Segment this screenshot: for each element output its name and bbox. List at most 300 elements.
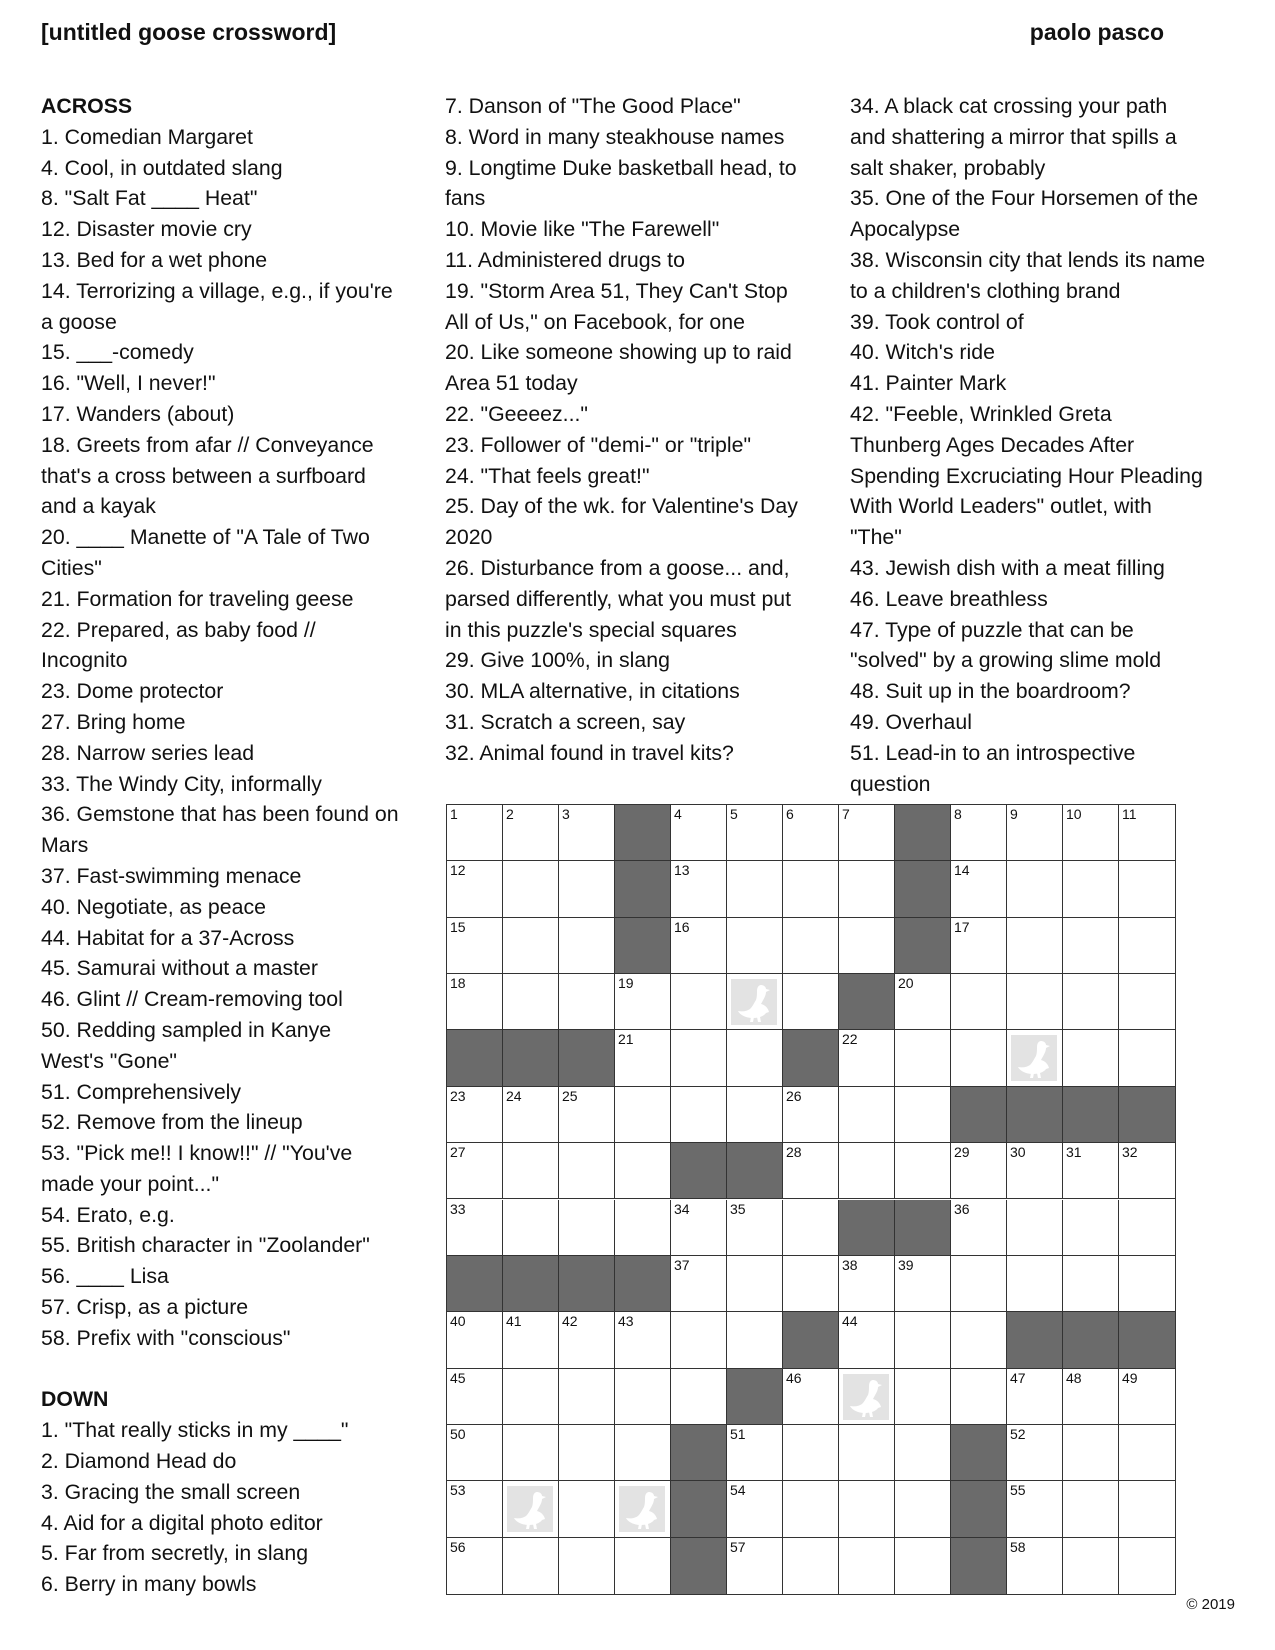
clue-line: 39. Took control of (850, 309, 1024, 334)
clue (445, 276, 835, 338)
clue-line: Apocalypse (850, 217, 961, 242)
grid-cell[interactable] (559, 1481, 615, 1537)
grid-cell[interactable] (895, 974, 951, 1030)
grid-cell[interactable] (447, 1425, 503, 1481)
grid-cell[interactable] (783, 1087, 839, 1143)
clue-number: 19 (618, 975, 634, 992)
grid-cell[interactable] (727, 805, 783, 861)
grid-cell[interactable] (1063, 974, 1119, 1030)
black-square (559, 1030, 615, 1086)
grid-cell[interactable] (671, 805, 727, 861)
clue (850, 615, 1240, 677)
clue-number: 22 (842, 1031, 858, 1048)
black-square (1007, 1312, 1063, 1368)
grid-cell[interactable] (1063, 1143, 1119, 1199)
black-square (951, 1538, 1007, 1594)
clue-number: 37 (674, 1256, 690, 1273)
black-square (671, 1538, 727, 1594)
clue-line: 18. Greets from afar // Conveyance (41, 432, 374, 457)
grid-cell[interactable] (615, 1143, 671, 1199)
clue-line: 44. Habitat for a 37-Across (41, 925, 295, 950)
clue-line: 20. ____ Manette of "A Tale of Two (41, 525, 370, 550)
grid-cell[interactable] (503, 861, 559, 917)
grid-cell[interactable] (447, 1538, 503, 1594)
grid-cell[interactable] (727, 1425, 783, 1481)
clue (445, 553, 835, 645)
grid-cell[interactable] (895, 1312, 951, 1368)
grid-cell[interactable] (839, 1425, 895, 1481)
clue (41, 399, 431, 430)
grid-cell[interactable] (895, 1256, 951, 1312)
grid-cell[interactable] (671, 1256, 727, 1312)
grid-cell[interactable] (1063, 918, 1119, 974)
clue-number: 4 (674, 806, 682, 822)
grid-cell[interactable] (783, 1200, 839, 1256)
grid-cell[interactable] (671, 861, 727, 917)
grid-cell[interactable] (783, 1143, 839, 1199)
grid-cell[interactable] (503, 974, 559, 1030)
grid-cell[interactable] (1007, 1481, 1063, 1537)
grid-cell[interactable] (783, 805, 839, 861)
grid-cell[interactable] (783, 1425, 839, 1481)
grid-cell[interactable] (951, 1030, 1007, 1086)
clue-number: 36 (954, 1200, 970, 1217)
grid-cell[interactable] (839, 861, 895, 917)
clue (850, 399, 1240, 553)
clue-number: 49 (1122, 1369, 1138, 1386)
grid-cell[interactable] (503, 1425, 559, 1481)
clue-line: 5. Far from secretly, in slang (41, 1541, 309, 1566)
grid-cell[interactable] (615, 1481, 671, 1537)
clue-line: 24. "That feels great!" (445, 463, 650, 488)
clue-number: 3 (562, 806, 570, 822)
grid-cell[interactable] (1007, 1538, 1063, 1594)
clue-number: 53 (450, 1482, 466, 1499)
clue-line: 15. ___-comedy (41, 340, 194, 365)
grid-cell[interactable] (1119, 1143, 1175, 1199)
clue-number: 56 (450, 1538, 466, 1555)
clue (445, 337, 835, 399)
grid-cell[interactable] (503, 1087, 559, 1143)
grid-cell[interactable] (1119, 918, 1175, 974)
clue (445, 399, 835, 430)
clue-number: 8 (954, 806, 962, 822)
black-square (615, 861, 671, 917)
clue-line: All of Us," on Facebook, for one (445, 309, 745, 334)
clue-line: 3. Gracing the small screen (41, 1479, 301, 1504)
grid-cell[interactable] (1063, 1425, 1119, 1481)
grid-cell[interactable] (1063, 1256, 1119, 1312)
grid-cell[interactable] (839, 918, 895, 974)
clue-line: 33. The Windy City, informally (41, 771, 322, 796)
clue-line: 6. Berry in many bowls (41, 1572, 257, 1597)
clue-line: and shattering a mirror that spills a (850, 124, 1177, 149)
grid-cell[interactable] (671, 1200, 727, 1256)
clue-number: 25 (562, 1087, 578, 1104)
grid-cell[interactable] (1119, 1538, 1175, 1594)
grid-cell[interactable] (951, 805, 1007, 861)
grid-cell[interactable] (1063, 861, 1119, 917)
black-square (671, 1143, 727, 1199)
grid-cell[interactable] (1007, 1143, 1063, 1199)
grid-cell[interactable] (727, 1256, 783, 1312)
clue-line: salt shaker, probably (850, 155, 1046, 180)
clue-number: 23 (450, 1087, 466, 1104)
grid-cell[interactable] (1063, 1030, 1119, 1086)
clue (41, 1107, 431, 1138)
clue (850, 368, 1240, 399)
grid-cell[interactable] (783, 861, 839, 917)
grid-cell[interactable] (783, 1369, 839, 1425)
grid-cell[interactable] (671, 1369, 727, 1425)
grid-cell[interactable] (951, 861, 1007, 917)
clue (41, 923, 431, 954)
grid-cell[interactable] (671, 1087, 727, 1143)
grid-cell[interactable] (615, 1425, 671, 1481)
grid-cell[interactable] (895, 1087, 951, 1143)
grid-cell[interactable] (783, 918, 839, 974)
clue-line: Area 51 today (445, 371, 578, 396)
clue-number: 21 (618, 1031, 634, 1048)
clue-number: 30 (1010, 1144, 1026, 1161)
clue (445, 245, 835, 276)
clue-line: 23. Follower of "demi-" or "triple" (445, 432, 752, 457)
grid-cell[interactable] (447, 1087, 503, 1143)
grid-cell[interactable] (1007, 1369, 1063, 1425)
clue-line: "solved" by a growing slime mold (850, 648, 1162, 673)
clue-line: 22. Prepared, as baby food // (41, 617, 316, 642)
clue-line: 34. A black cat crossing your path (850, 94, 1168, 118)
clue-line: 46. Leave breathless (850, 586, 1048, 611)
black-square (671, 1481, 727, 1537)
grid-cell[interactable] (1063, 1200, 1119, 1256)
grid-cell[interactable] (727, 861, 783, 917)
clue-number: 1 (450, 806, 458, 822)
grid-cell[interactable] (727, 918, 783, 974)
grid-cell[interactable] (503, 805, 559, 861)
clue (41, 707, 431, 738)
clue (41, 769, 431, 800)
grid-cell[interactable] (727, 1481, 783, 1537)
grid-cell[interactable] (839, 1030, 895, 1086)
clue-line: 4. Cool, in outdated slang (41, 155, 283, 180)
clue-number: 17 (954, 918, 970, 935)
clue-line: fans (445, 186, 486, 211)
grid-cell[interactable] (1119, 805, 1175, 861)
grid-cell[interactable] (1007, 918, 1063, 974)
clue (445, 676, 835, 707)
grid-cell[interactable] (559, 805, 615, 861)
clue-line: 28. Narrow series lead (41, 740, 255, 765)
clue (41, 1292, 431, 1323)
grid-cell[interactable] (1007, 805, 1063, 861)
grid-cell[interactable] (447, 974, 503, 1030)
grid-cell[interactable] (503, 1538, 559, 1594)
clue-line: 10. Movie like "The Farewell" (445, 217, 720, 242)
grid-cell[interactable] (1063, 1481, 1119, 1537)
clue-line: 37. Fast-swimming menace (41, 863, 302, 888)
grid-cell[interactable] (559, 1425, 615, 1481)
clue-line: 56. ____ Lisa (41, 1264, 169, 1289)
clue (41, 1569, 431, 1600)
clue-number: 41 (506, 1313, 522, 1330)
grid-cell[interactable] (671, 1312, 727, 1368)
grid-cell[interactable] (1007, 1200, 1063, 1256)
grid-cell[interactable] (1007, 974, 1063, 1030)
clue-line: 26. Disturbance from a goose... and, (445, 555, 790, 580)
clue (445, 122, 835, 153)
clue (41, 1538, 431, 1569)
grid-cell[interactable] (1007, 861, 1063, 917)
clue-line: Cities" (41, 555, 102, 580)
grid-cell[interactable] (447, 918, 503, 974)
clue-line: Incognito (41, 648, 128, 673)
grid-cell[interactable] (839, 1481, 895, 1537)
grid-cell[interactable] (1119, 1369, 1175, 1425)
clue-line: 45. Samurai without a master (41, 956, 318, 981)
grid-cell[interactable] (783, 1481, 839, 1537)
clue-line: 54. Erato, e.g. (41, 1202, 175, 1227)
clue-line: 12. Disaster movie cry (41, 217, 252, 242)
grid-cell[interactable] (671, 974, 727, 1030)
grid-cell[interactable] (447, 1481, 503, 1537)
clue-line: 17. Wanders (about) (41, 401, 235, 426)
grid-cell[interactable] (895, 1425, 951, 1481)
clue (445, 491, 835, 553)
clue-number: 45 (450, 1369, 466, 1386)
grid-cell[interactable] (1063, 1369, 1119, 1425)
clue-line: 40. Witch's ride (850, 340, 995, 365)
grid-cell[interactable] (559, 1143, 615, 1199)
grid-cell[interactable] (503, 918, 559, 974)
clue-number: 10 (1066, 806, 1082, 822)
grid-cell[interactable] (559, 1369, 615, 1425)
grid-cell[interactable] (895, 1030, 951, 1086)
grid-cell[interactable] (671, 918, 727, 974)
grid-cell[interactable] (1119, 861, 1175, 917)
grid-cell[interactable] (615, 1312, 671, 1368)
grid-cell[interactable] (447, 1200, 503, 1256)
clue-line: 50. Redding sampled in Kanye (41, 1017, 332, 1042)
grid-cell[interactable] (895, 1369, 951, 1425)
clue-line: 51. Comprehensively (41, 1079, 242, 1104)
grid-cell[interactable] (1119, 1030, 1175, 1086)
grid-cell[interactable] (839, 805, 895, 861)
grid-cell[interactable] (1007, 1030, 1063, 1086)
black-square (559, 1256, 615, 1312)
clue-line: 13. Bed for a wet phone (41, 247, 268, 272)
clue (41, 738, 431, 769)
clue-number: 9 (1010, 806, 1018, 822)
grid-cell[interactable] (447, 805, 503, 861)
grid-cell[interactable] (951, 1200, 1007, 1256)
grid-cell[interactable] (615, 1087, 671, 1143)
grid-cell[interactable] (447, 1369, 503, 1425)
grid-cell[interactable] (615, 1369, 671, 1425)
clue-line: 4. Aid for a digital photo editor (41, 1510, 323, 1535)
grid-cell[interactable] (951, 1256, 1007, 1312)
clue (41, 1415, 431, 1446)
clue (850, 245, 1240, 307)
clue-number: 43 (618, 1313, 634, 1330)
clue (850, 183, 1240, 245)
clue-line: parsed differently, what you must put (445, 586, 792, 611)
clue-line: 51. Lead-in to an introspective (850, 740, 1136, 765)
grid-cell[interactable] (503, 1143, 559, 1199)
goose-icon (843, 1374, 889, 1420)
clue-line: 43. Jewish dish with a meat filling (850, 555, 1165, 580)
clue (41, 122, 431, 153)
clue-line: 42. "Feeble, Wrinkled Greta (850, 401, 1112, 426)
clue (41, 799, 431, 861)
grid-cell[interactable] (559, 1200, 615, 1256)
black-square (1119, 1312, 1175, 1368)
clue (41, 183, 431, 214)
grid-cell[interactable] (951, 974, 1007, 1030)
grid-cell[interactable] (615, 1030, 671, 1086)
grid-cell[interactable] (615, 974, 671, 1030)
black-square (783, 1312, 839, 1368)
grid-cell[interactable] (1119, 1481, 1175, 1537)
black-square (951, 1087, 1007, 1143)
clue (850, 337, 1240, 368)
clue (850, 553, 1240, 584)
clue-line: 14. Terrorizing a village, e.g., if you're (41, 278, 393, 303)
grid-cell[interactable] (1119, 974, 1175, 1030)
grid-cell[interactable] (671, 1030, 727, 1086)
black-square (839, 1200, 895, 1256)
grid-cell[interactable] (783, 1538, 839, 1594)
grid-cell[interactable] (1119, 1200, 1175, 1256)
grid-cell[interactable] (559, 918, 615, 974)
clue-number: 57 (730, 1538, 746, 1555)
clue (41, 861, 431, 892)
goose-icon (731, 979, 777, 1025)
grid-cell[interactable] (727, 1312, 783, 1368)
grid-cell[interactable] (783, 974, 839, 1030)
grid-cell[interactable] (559, 1312, 615, 1368)
black-square (615, 805, 671, 861)
clue-number: 7 (842, 806, 850, 822)
clue-line: 29. Give 100%, in slang (445, 648, 670, 673)
grid-cell[interactable] (559, 974, 615, 1030)
grid-cell[interactable] (447, 861, 503, 917)
grid-cell[interactable] (895, 1538, 951, 1594)
grid-cell[interactable] (839, 1143, 895, 1199)
clue-line: 27. Bring home (41, 709, 186, 734)
grid-cell[interactable] (727, 1087, 783, 1143)
clue-number: 6 (786, 806, 794, 822)
clue-number: 48 (1066, 1369, 1082, 1386)
goose-icon (619, 1486, 665, 1532)
clue (41, 245, 431, 276)
grid-cell[interactable] (559, 861, 615, 917)
black-square (503, 1030, 559, 1086)
grid-cell[interactable] (839, 1538, 895, 1594)
grid-cell[interactable] (839, 1256, 895, 1312)
goose-icon (1011, 1035, 1057, 1081)
grid-cell[interactable] (727, 1030, 783, 1086)
clue-number: 24 (506, 1087, 522, 1104)
grid-cell[interactable] (839, 1312, 895, 1368)
grid-cell[interactable] (1063, 805, 1119, 861)
clue (41, 676, 431, 707)
grid-cell[interactable] (1007, 1256, 1063, 1312)
grid-cell[interactable] (727, 1538, 783, 1594)
clue-line: 22. "Geeeez..." (445, 401, 588, 426)
clue-line: 1. "That really sticks in my ____" (41, 1418, 349, 1443)
clue (41, 1261, 431, 1292)
grid-cell[interactable] (447, 1143, 503, 1199)
clue-line: 11. Administered drugs to (445, 247, 685, 272)
clue-line: in this puzzle's special squares (445, 617, 737, 642)
grid-cell[interactable] (839, 1369, 895, 1425)
grid-cell[interactable] (895, 1481, 951, 1537)
grid-cell[interactable] (951, 918, 1007, 974)
grid-cell[interactable] (951, 1312, 1007, 1368)
grid-cell[interactable] (503, 1481, 559, 1537)
clue-line: 36. Gemstone that has been found on (41, 802, 399, 827)
clue-line: 2020 (445, 525, 493, 550)
grid-cell[interactable] (559, 1538, 615, 1594)
grid-cell[interactable] (783, 1256, 839, 1312)
clue (41, 430, 431, 522)
clue-number: 52 (1010, 1425, 1026, 1442)
grid-cell[interactable] (1063, 1538, 1119, 1594)
clue-line: 8. "Salt Fat ____ Heat" (41, 186, 258, 211)
clue-number: 33 (450, 1200, 466, 1217)
clue-line: With World Leaders" outlet, with (850, 494, 1152, 519)
black-square (1063, 1312, 1119, 1368)
grid-cell[interactable] (839, 1087, 895, 1143)
grid-cell[interactable] (1119, 1256, 1175, 1312)
clue (41, 276, 431, 338)
grid-cell[interactable] (447, 1312, 503, 1368)
grid-cell[interactable] (503, 1312, 559, 1368)
clue-line: 31. Scratch a screen, say (445, 709, 686, 734)
grid-cell[interactable] (895, 1143, 951, 1199)
grid-cell[interactable] (503, 1369, 559, 1425)
clue (445, 461, 835, 492)
grid-cell[interactable] (559, 1087, 615, 1143)
clue (445, 707, 835, 738)
grid-cell[interactable] (615, 1538, 671, 1594)
grid-cell[interactable] (727, 1200, 783, 1256)
grid-cell[interactable] (1007, 1425, 1063, 1481)
clue (41, 153, 431, 184)
clue-number: 35 (730, 1200, 746, 1217)
grid-cell[interactable] (503, 1200, 559, 1256)
clue (445, 430, 835, 461)
clue-number: 46 (786, 1369, 802, 1386)
clue-line: question (850, 771, 931, 796)
grid-cell[interactable] (1119, 1425, 1175, 1481)
clue-line: 46. Glint // Cream-removing tool (41, 987, 343, 1012)
grid-cell[interactable] (951, 1369, 1007, 1425)
clue-column-1 (41, 91, 431, 1600)
clue-line: 49. Overhaul (850, 709, 972, 734)
clue-number: 55 (1010, 1482, 1026, 1499)
clue-number: 58 (1010, 1538, 1026, 1555)
grid-cell[interactable] (727, 974, 783, 1030)
grid-cell[interactable] (615, 1200, 671, 1256)
black-square (895, 1200, 951, 1256)
grid-cell[interactable] (951, 1143, 1007, 1199)
black-square (895, 805, 951, 861)
section-gap (41, 1354, 431, 1385)
clue (41, 368, 431, 399)
black-square (895, 918, 951, 974)
